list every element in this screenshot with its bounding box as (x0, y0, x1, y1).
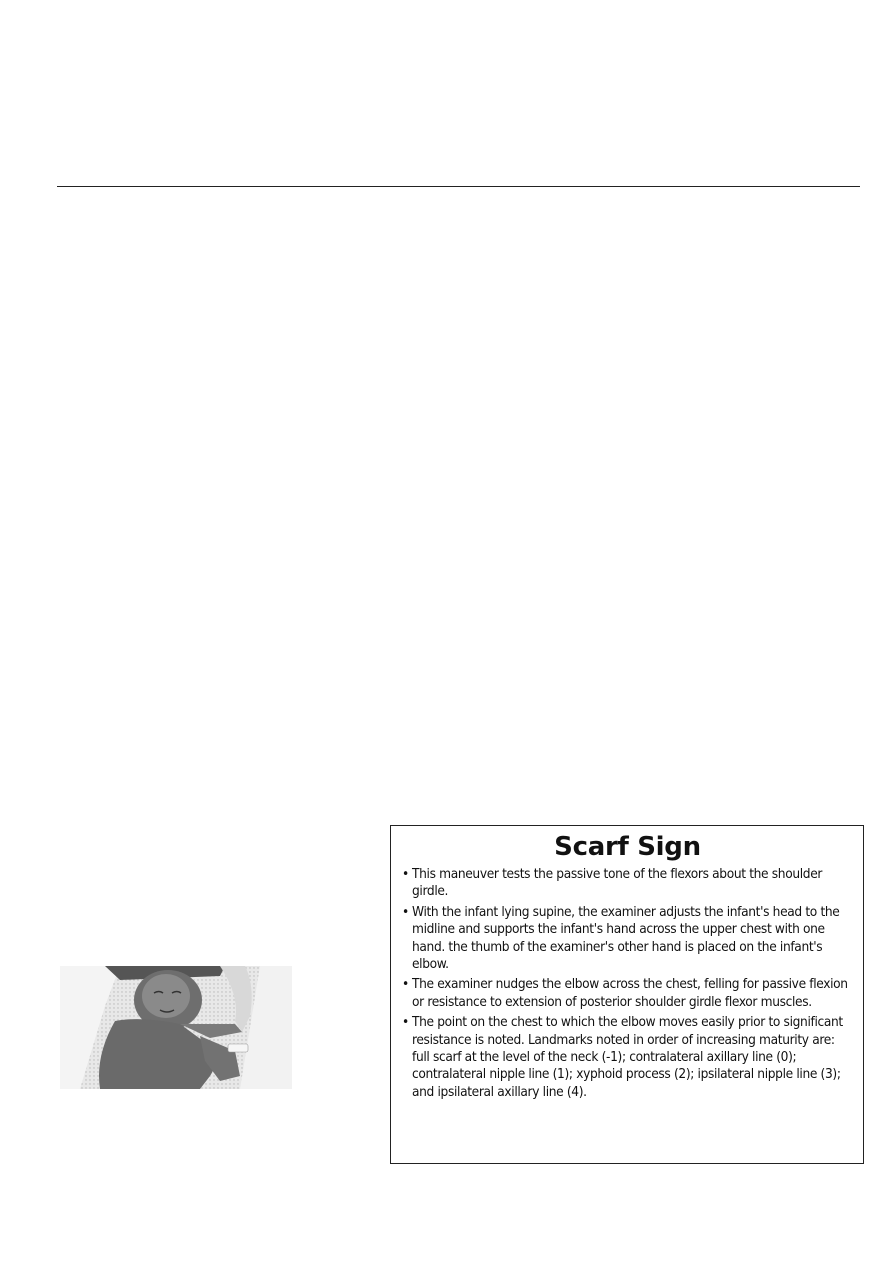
header-divider (57, 186, 860, 187)
bullet-item (402, 1014, 853, 1101)
bullet-item (402, 976, 853, 1011)
bullet-item (402, 904, 853, 974)
infant-photo (60, 966, 292, 1089)
slide-title: Scarf Sign (554, 832, 701, 862)
bullet-item (402, 866, 853, 901)
bullet-list (402, 866, 853, 1101)
bullet-text: The point on the chest to which the elbow moves easily prior to significant resistance is noted. Landmarks noted in order of increasing maturity are: full scarf at the level of the neck (-1); contralateral axillary line (0); contralateral nipple line (1); xyphoid process (2); ipsilateral nipple line (3); and ipsilateral axillary line (4). (412, 1014, 843, 1100)
bullet-dot: • (402, 1014, 409, 1031)
bullet-text: This maneuver tests the passive tone of the flexors about the shoulder girdle. (412, 866, 823, 900)
bullet-dot: • (402, 976, 409, 993)
bullet-dot: • (402, 866, 409, 882)
scarf-sign-slide (390, 825, 864, 1164)
bullet-text: The examiner nudges the elbow across the chest, felling for passive flexion or resistance to extension of posterior shoulder girdle flexor muscles. (412, 976, 848, 1010)
bullet-dot: • (402, 903, 409, 920)
bullet-text: With the infant lying supine, the examiner adjusts the infant's head to the midline and supports the infant's hand across the upper chest with one hand. the thumb of the examiner's other hand is placed on the infant's elbow. (412, 903, 840, 973)
